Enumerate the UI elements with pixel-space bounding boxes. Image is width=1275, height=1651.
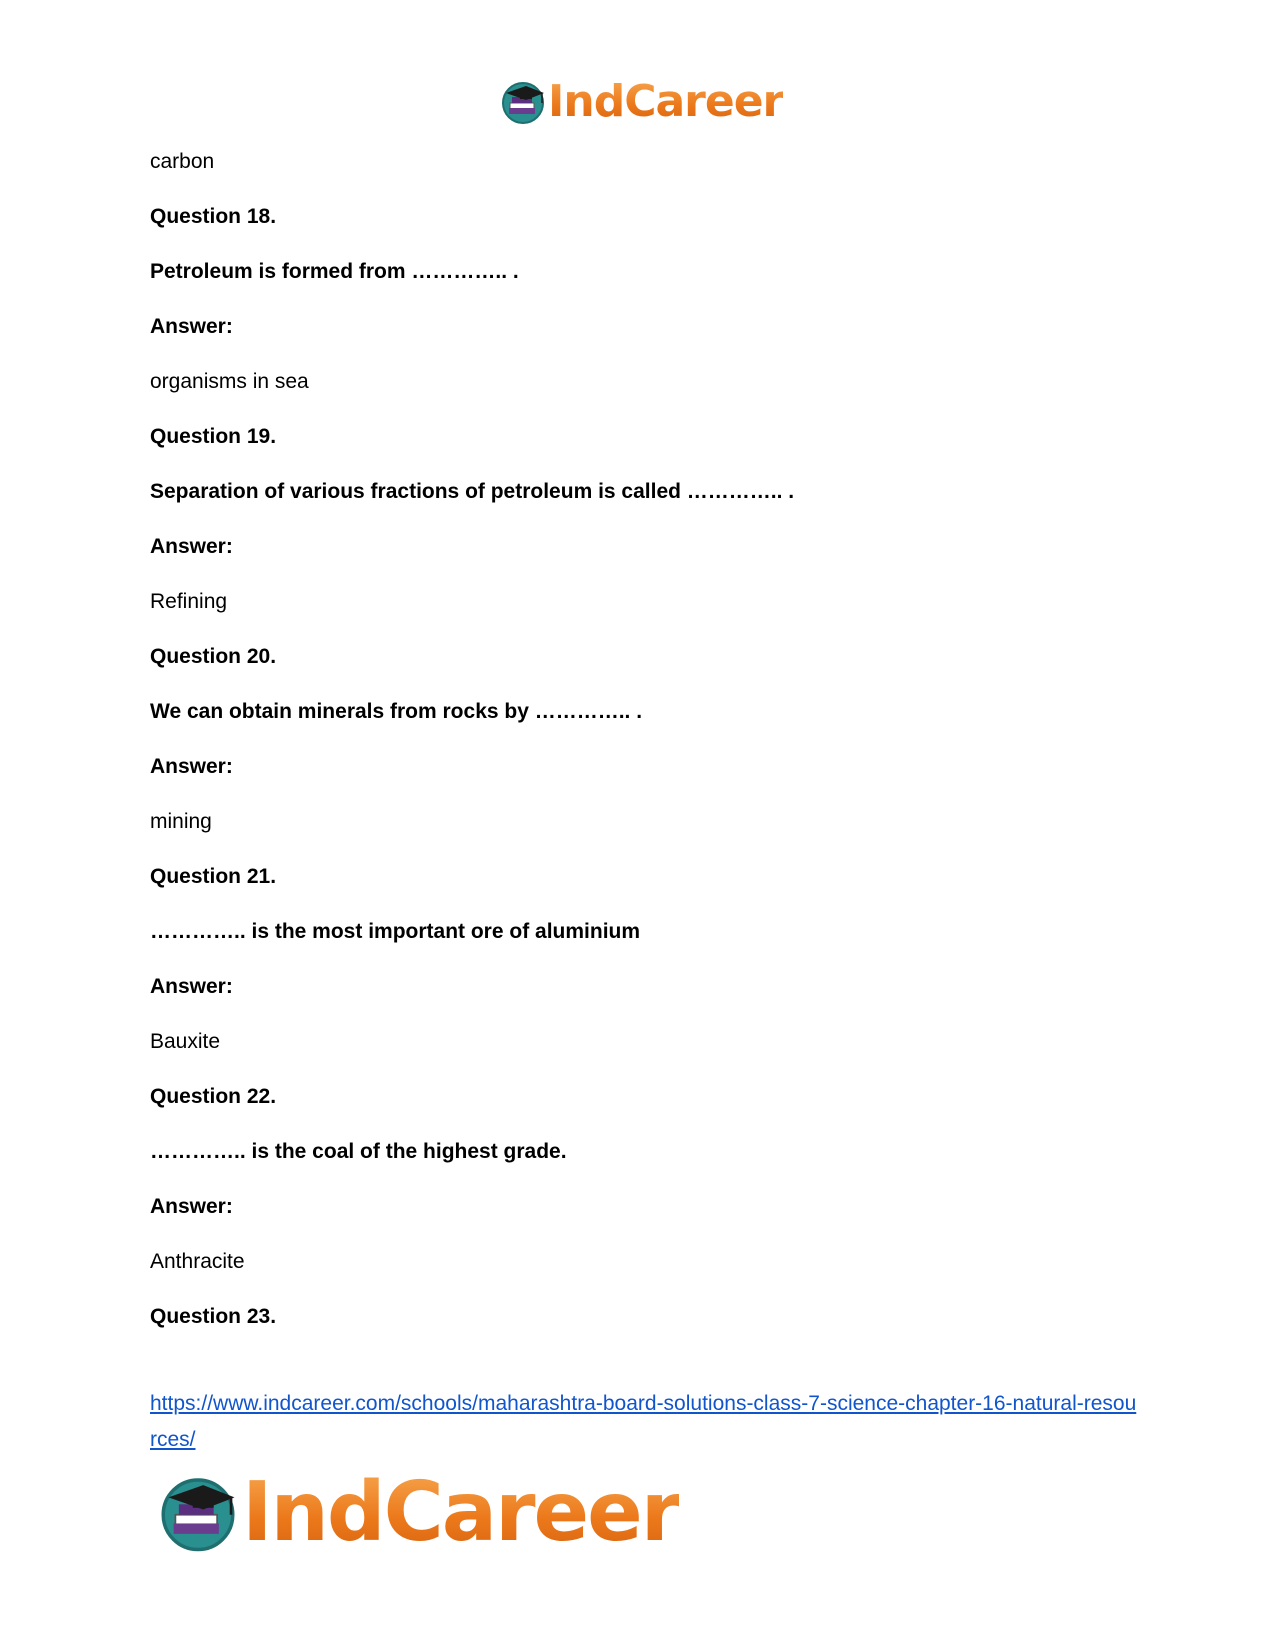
answer-text: organisms in sea bbox=[150, 370, 309, 393]
answer-label: Answer: bbox=[150, 755, 233, 778]
answer-label: Answer: bbox=[150, 315, 233, 338]
answer-text: Anthracite bbox=[150, 1250, 245, 1273]
question-number: Question 22. bbox=[150, 1085, 277, 1108]
answer-text: Bauxite bbox=[150, 1030, 221, 1053]
answer-text: mining bbox=[150, 810, 212, 833]
header-logo bbox=[500, 76, 783, 128]
question-number: Question 21. bbox=[150, 865, 277, 888]
answer-text: carbon bbox=[150, 150, 215, 173]
question-number: Question 18. bbox=[150, 205, 277, 228]
question-text: Petroleum is formed from ………….. . bbox=[150, 260, 519, 283]
answer-text: Refining bbox=[150, 590, 228, 613]
question-number: Question 20. bbox=[150, 645, 277, 668]
question-text: Separation of various fractions of petroleum is called ………….. . bbox=[150, 480, 795, 503]
logo-wordmark: IndCareer bbox=[242, 1465, 680, 1560]
footer-logo bbox=[158, 1465, 680, 1560]
question-text: ………….. is the most important ore of aluminium bbox=[150, 920, 641, 943]
question-number: Question 19. bbox=[150, 425, 277, 448]
answer-label: Answer: bbox=[150, 1195, 233, 1218]
graduation-cap-book-icon bbox=[158, 1473, 238, 1553]
logo-wordmark: IndCareer bbox=[548, 76, 784, 127]
source-url-link[interactable]: https://www.indcareer.com/schools/maharashtra-board-solutions-class-7-science-chapter-16-natural-resources/ bbox=[150, 1392, 1137, 1451]
question-number: Question 23. bbox=[150, 1305, 277, 1328]
answer-label: Answer: bbox=[150, 975, 233, 998]
qa-content bbox=[150, 150, 1130, 1360]
question-text: ………….. is the coal of the highest grade. bbox=[150, 1140, 567, 1163]
graduation-cap-book-icon bbox=[500, 79, 546, 125]
question-text: We can obtain minerals from rocks by ………….. . bbox=[150, 700, 643, 723]
answer-label: Answer: bbox=[150, 535, 233, 558]
